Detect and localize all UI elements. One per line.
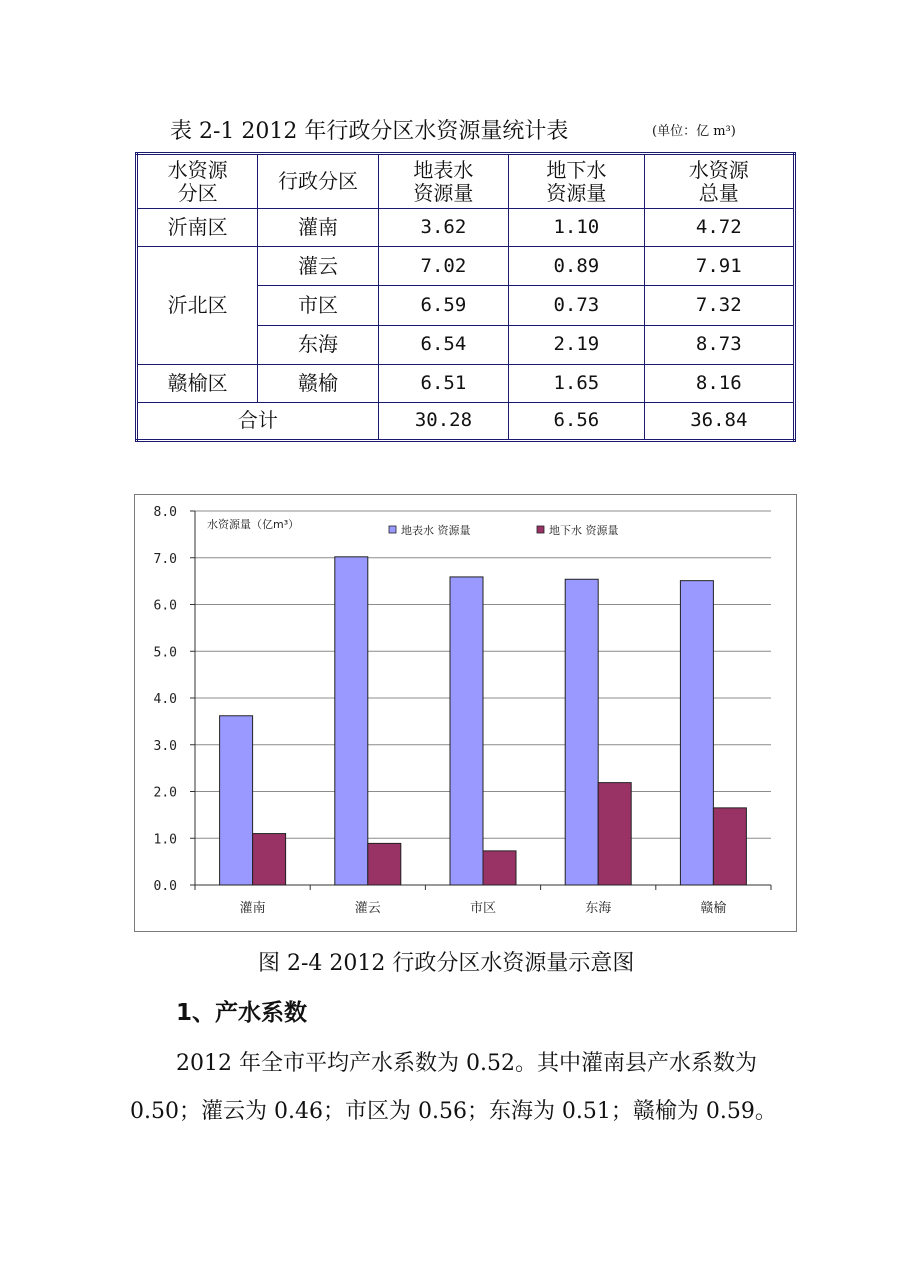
cell-ground: 6.56	[509, 402, 644, 440]
y-tick-label: 0.0	[153, 879, 177, 894]
bar-chart-svg	[135, 495, 796, 931]
x-tick-label: 市区	[469, 901, 497, 916]
cell-surface: 6.54	[378, 325, 509, 364]
header-surface: 地表水 资源量	[378, 154, 509, 209]
bar-groundwater	[598, 783, 631, 885]
cell-total: 7.32	[644, 286, 794, 325]
bar-surface-water	[335, 557, 368, 885]
cell-total: 4.72	[644, 209, 794, 247]
paragraph-line-2: 0.50；灌云为 0.46；市区为 0.56；东海为 0.51；赣榆为 0.59。	[130, 1099, 777, 1124]
figure-caption: 图 2-4 2012 行政分区水资源量示意图	[258, 951, 635, 976]
cell-ground: 0.73	[509, 286, 644, 325]
table-row	[137, 209, 795, 247]
cell-ground: 1.65	[509, 364, 644, 402]
y-tick-label: 7.0	[153, 551, 177, 567]
y-tick-label: 1.0	[153, 832, 177, 848]
bar-groundwater	[483, 851, 516, 885]
cell-surface: 7.02	[378, 247, 509, 286]
cell-surface: 6.51	[378, 364, 509, 402]
table-unit: (单位：亿 m³)	[652, 124, 736, 139]
y-tick-label: 5.0	[153, 645, 177, 661]
bar-groundwater	[713, 808, 746, 885]
header-total: 水资源 总量	[644, 154, 794, 209]
bar-surface-water	[220, 716, 253, 885]
header-ground: 地下水 资源量	[509, 154, 644, 209]
cell-district: 市区	[258, 286, 378, 325]
x-tick-label: 灌云	[354, 901, 381, 916]
bar-groundwater	[253, 834, 286, 885]
bar-surface-water	[680, 581, 713, 885]
cell-zone: 赣榆区	[137, 364, 258, 402]
bar-surface-water	[565, 579, 598, 885]
legend-label: 地下水 资源量	[549, 524, 619, 537]
table-header-row	[137, 154, 795, 209]
cell-ground: 2.19	[509, 325, 644, 364]
y-tick-label: 8.0	[153, 505, 177, 520]
cell-surface: 6.59	[378, 286, 509, 325]
cell-district: 灌南	[258, 209, 378, 247]
legend-swatch	[389, 526, 396, 533]
cell-zone: 沂南区	[137, 209, 258, 247]
y-tick-label: 2.0	[153, 785, 177, 801]
table-title	[0, 114, 900, 146]
cell-district: 东海	[258, 325, 378, 364]
paragraph-line-1: 2012 年全市平均产水系数为 0.52。其中灌南县产水系数为	[176, 1051, 757, 1076]
legend-swatch	[537, 526, 544, 533]
table-row	[137, 247, 795, 286]
bar-groundwater	[368, 843, 401, 885]
header-zone: 水资源 分区	[137, 154, 258, 209]
cell-district: 灌云	[258, 247, 378, 286]
cell-district: 赣榆	[258, 364, 378, 402]
cell-ground: 1.10	[509, 209, 644, 247]
bar-chart	[134, 494, 797, 932]
cell-total: 36.84	[644, 402, 794, 440]
y-tick-label: 6.0	[153, 598, 177, 614]
cell-total: 7.91	[644, 247, 794, 286]
y-tick-label: 4.0	[153, 692, 177, 707]
table-total-row	[137, 402, 795, 440]
y-tick-label: 3.0	[153, 738, 177, 754]
cell-total: 8.16	[644, 364, 794, 402]
legend-label: 地表水 资源量	[401, 524, 471, 537]
x-tick-label: 赣榆	[700, 901, 727, 916]
bar-surface-water	[450, 577, 483, 885]
section-heading: 1、产水系数	[176, 1000, 308, 1026]
cell-zone: 沂北区	[137, 247, 258, 364]
water-resources-table	[135, 152, 796, 442]
cell-surface: 30.28	[378, 402, 509, 440]
table-row	[137, 364, 795, 402]
x-tick-label: 东海	[585, 901, 612, 916]
table-caption: 表 2-1 2012 年行政分区水资源量统计表	[170, 119, 569, 144]
cell-surface: 3.62	[378, 209, 509, 247]
cell-ground: 0.89	[509, 247, 644, 286]
x-tick-label: 灌南	[239, 901, 266, 916]
body-paragraph	[130, 1040, 810, 1136]
cell-total: 8.73	[644, 325, 794, 364]
cell-total-label: 合计	[137, 402, 379, 440]
header-district: 行政分区	[258, 154, 378, 209]
y-axis-label: 水资源量（亿m³）	[207, 518, 300, 531]
